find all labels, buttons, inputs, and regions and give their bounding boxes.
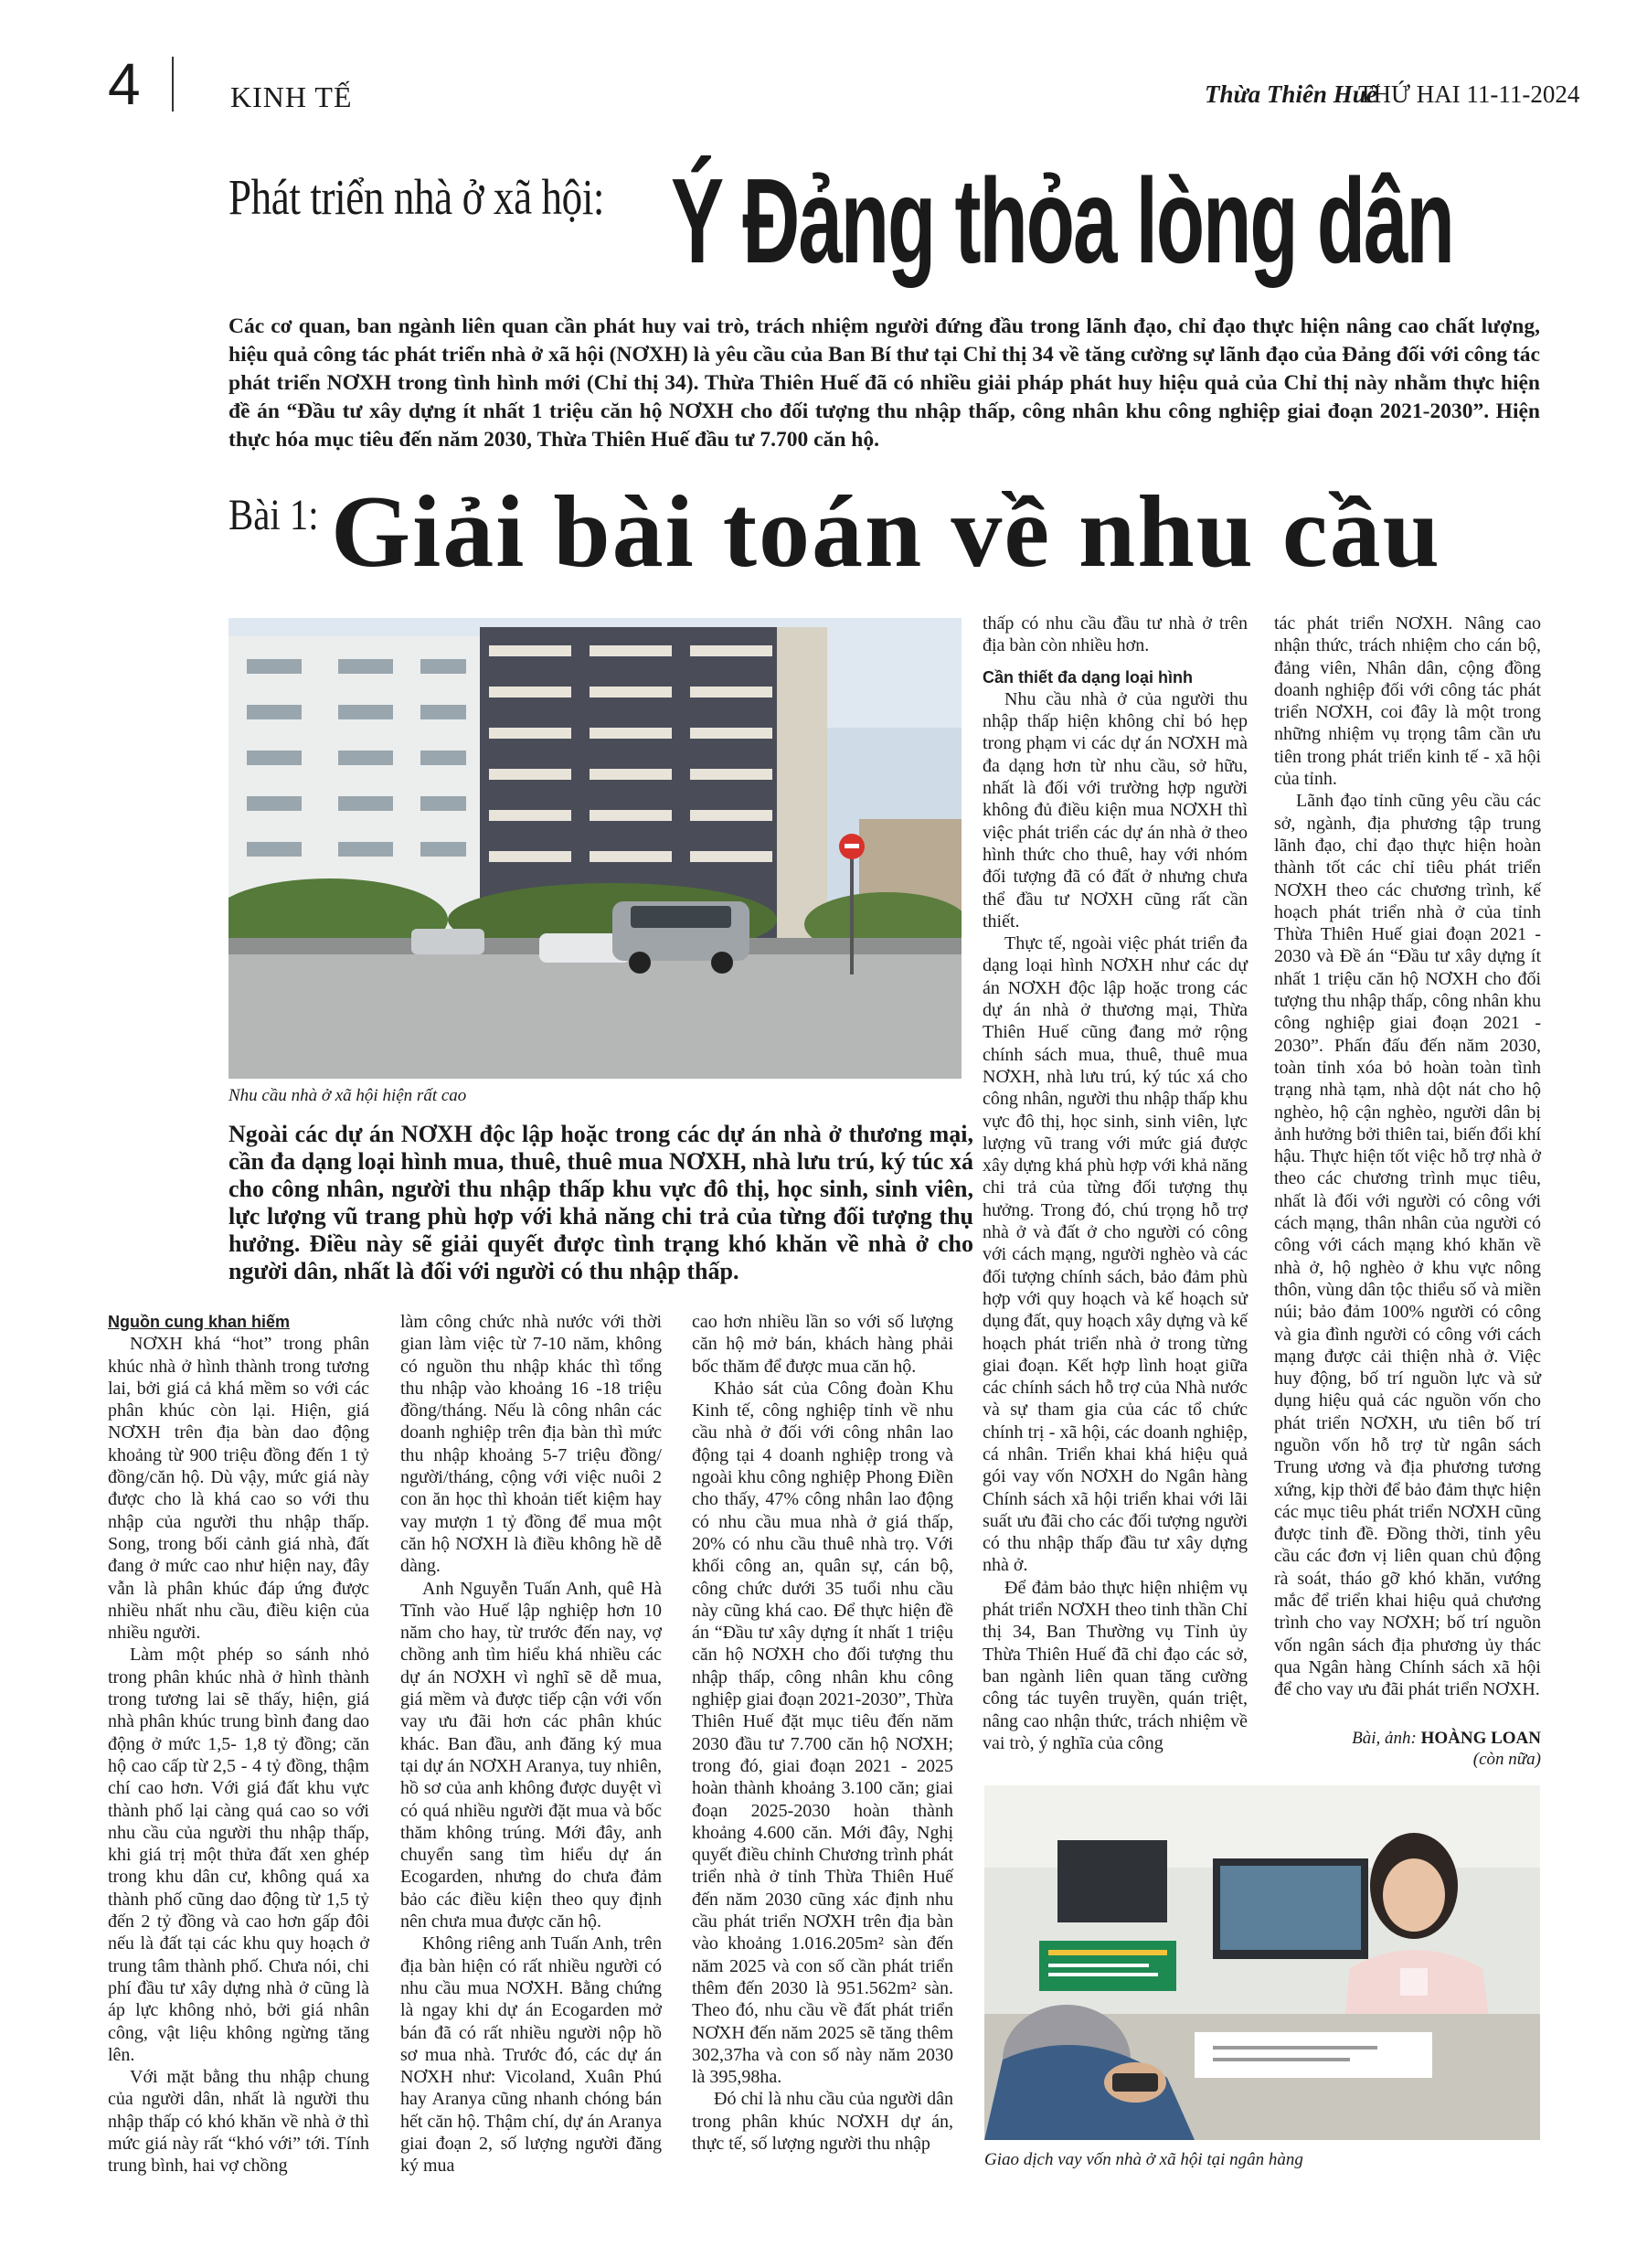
paragraph: Đó chỉ là nhu cầu của người dân trong phân khúc NƠXH dự án, thực tế, số lượng người thu nhập: [692, 2089, 953, 2154]
bank-photo: [984, 1785, 1540, 2140]
continued-note: (còn nữa): [1472, 1750, 1541, 1769]
article-lead: Các cơ quan, ban ngành liên quan cần phát huy vai trò, trách nhiệm người đứng đầu trong lãnh đạo, chỉ đạo thực hiện nâng cao chất lượng, hiệu quả công tác phát triển nhà ở xã hội (NƠXH) là yêu cầu của Ban Bí thư tại Chỉ thị 34 về tăng cường sự lãnh đạo của Đảng đối với công tác phát triển NƠXH trong tình hình mới (Chỉ thị 34). Thừa Thiên Huế đã có nhiều giải pháp phát huy hiệu quả của Chỉ thị này nhằm thực hiện đề án “Đầu tư xây dựng ít nhất 1 triệu căn hộ NƠXH cho đối tượng thu nhập thấp, công nhân khu công nghiệp giai đoạn 2021-2030”. Hiện thực hóa mục tiêu đến năm 2030, Thừa Thiên Huế đầu tư 7.700 căn hộ.: [228, 314, 1540, 452]
page-number: 4: [108, 51, 141, 117]
column-3: [692, 1311, 953, 2155]
column-4: [983, 612, 1248, 1754]
paragraph: Khảo sát của Công đoàn Khu Kinh tế, công nghiệp tỉnh về nhu cầu nhà ở đối với công nhân lao động tại 4 doanh nghiệp trong và ngoài khu công nghiệp Phong Điền cho thấy, 47% công nhân lao động có nhu cầu mua nhà ở giá thấp, 20% có nhu cầu thuê nhà trọ. Với khối công an, quân sự, cán bộ, công chức dưới 35 tuổi nhu cầu này cũng khá cao. Để thực hiện đề án “Đầu tư xây dựng ít nhất 1 triệu căn hộ NƠXH cho đối tượng thu nhập thấp, công nhân khu công nghiệp giai đoạn 2021-2030”, Thừa Thiên Huế đặt mục tiêu đến năm 2030 đầu tư 7.700 căn hộ NƠXH; trong đó, giai đoạn 2021 - 2025 hoàn thành khoảng 3.100 căn; giai đoạn 2025-2030 hoàn thành khoảng 4.600 căn. Mới đây, Nghị quyết điều chỉnh Chương trình phát triển nhà ở tỉnh Thừa Thiên Huế đến năm 2030 cũng xác định nhu cầu phát triển NƠXH trên địa bàn vào khoảng 1.016.205m² sàn đến năm 2025 và con số cần phát triển thêm đến 2030 là 951.562m² sàn. Theo đó, nhu cầu về đất phát triển NƠXH đến năm 2025 sẽ tăng thêm 302,37ha và con số này năm 2030 là 395,98ha.: [692, 1378, 953, 2088]
apartment-photo: [228, 618, 962, 1079]
paragraph: Anh Nguyễn Tuấn Anh, quê Hà Tĩnh vào Huế lập nghiệp hơn 10 năm cho hay, từ trước đến nay, vợ chồng anh tìm hiểu khá nhiều các dự án NƠXH vì nghĩ sẽ dễ mua, giá mềm và được tiếp cận với vốn vay ưu đãi hơn các phân khúc khác. Ban đầu, anh đăng ký mua tại dự án NƠXH Aranya, tuy nhiên, hồ sơ của anh không được duyệt vì có quá nhiều người đặt mua và bốc thăm không trúng. Mới đây, anh chuyển sang tìm hiểu dự án Ecogarden, nhưng do chưa đảm bảo các điều kiện theo quy định nên chưa mua được căn hộ.: [400, 1578, 662, 1933]
paragraph: thấp có nhu cầu đầu tư nhà ở trên địa bàn còn nhiều hơn.: [983, 613, 1248, 656]
section-name: KINH TẾ: [230, 80, 353, 113]
paragraph: Làm một phép so sánh nhỏ trong phân khúc nhà ở hình thành trong tương lai sẽ thấy, hiện, giá nhà phân khúc trung bình đang dao động ở mức 1,5- 1,8 tỷ đồng; căn hộ cao cấp từ 2,5 - 4 tỷ đồng, thậm chí cao hơn. Với giá đất khu vực thành phố lại càng quá cao so với nhu cầu của người thu nhập thấp, khi giá trị một thửa đất xen ghép trong khu dân cư, không quá xa thành phố cũng dao động từ 1,5 tỷ đến 2 tỷ đồng và cao hơn gấp đôi nếu là đất tại các khu quy hoạch ở trung tâm thành phố. Chưa nói, chi phí đầu tư xây dựng nhà ở cũng là áp lực không nhỏ, bởi giá nhân công, vật liệu không ngừng tăng lên.: [108, 1645, 369, 2065]
photo1-caption: Nhu cầu nhà ở xã hội hiện rất cao: [228, 1086, 467, 1105]
header-divider: [172, 57, 174, 112]
column-1: [108, 1311, 369, 2177]
paragraph: làm công chức nhà nước với thời gian làm việc từ 7-10 năm, không có nguồn thu nhập khác thì tổng thu nhập vào khoảng 16 -18 triệu đồng/tháng. Nếu là công nhân các doanh nghiệp trên địa bàn thì mức thu nhập khoảng 5-7 triệu đồng/ người/tháng, cộng với việc nuôi 2 con ăn học thì khoản tiết kiệm hay vay mượn 1 tỷ đồng để mua một căn hộ NƠXH là điều không hề dễ dàng.: [400, 1312, 662, 1577]
article-summary: Ngoài các dự án NƠXH độc lập hoặc trong các dự án nhà ở thương mại, cần đa dạng loại hình mua, thuê, thuê mua NƠXH, nhà lưu trú, ký túc xá cho công nhân, người thu nhập thấp khu vực đô thị, học sinh, sinh viên, lực lượng vũ trang phù hợp với khả năng chi trả của từng đối tượng thụ hưởng. Điều này sẽ giải quyết được tình trạng khó khăn về nhà ở cho người dân, nhất là đối với người có thu nhập thấp.: [228, 1121, 973, 1284]
part-label: Bài 1:: [228, 491, 319, 539]
paragraph: tác phát triển NƠXH. Nâng cao nhận thức, trách nhiệm cho cán bộ, đảng viên, Nhân dân, cộng đồng doanh nghiệp đối với công tác phát triển NƠXH, coi đây là một trong những nhiệm vụ trọng tâm cần ưu tiên trong phát triển kinh tế - xã hội của tỉnh.: [1274, 613, 1541, 790]
paragraph: Thực tế, ngoài việc phát triển đa dạng loại hình NƠXH như các dự án NƠXH độc lập hoặc trong các dự án nhà ở thương mại, Thừa Thiên Huế cũng đang mở rộng chính sách mua, thuê, thuê mua NƠXH, nhà lưu trú, ký túc xá cho công nhân, người thu nhập thấp khu vực đô thị, học sinh, sinh viên, lực lượng vũ trang với mức giá được xây dựng khá phù hợp với khả năng chi trả của từng đối tượng thụ hưởng. Trong đó, chú trọng hỗ trợ nhà ở và đất ở cho người có công với cách mạng, người nghèo và các đối tượng chính sách, bảo đảm phù hợp với quy hoạch và kế hoạch sử dụng đất, quy hoạch xây dựng và kế hoạch phát triển nhà ở trong từng giai đoạn. Kết hợp lình hoạt giữa các chính sách hỗ trợ của Nhà nước và sự tham gia của các tổ chức chính trị - xã hội, các doanh nghiệp, cá nhân. Triển khai khá hiệu quả gói vay vốn NƠXH do Ngân hàng Chính sách xã hội triển khai với lãi suất ưu đãi cho các đối tượng người có thu nhập thấp đầu tư xây dựng nhà ở.: [983, 933, 1248, 1576]
paragraph: NƠXH khá “hot” trong phân khúc nhà ở hình thành trong tương lai, bởi giá cả khá mềm so với các phân khúc còn lại. Hiện, giá NƠXH trên địa bàn dao động khoảng từ 900 triệu đồng đến 1 tỷ đồng/căn hộ. Dù vậy, mức giá này được cho là khá cao so với thu nhập của người thu nhập thấp. Song, trong bối cảnh giá nhà, đất đang ở mức cao như hiện nay, đây vẫn là phân khúc đáp ứng được nhiều nhất nhu cầu, điều kiện của nhiều người.: [108, 1334, 369, 1644]
author-name: HOÀNG LOAN: [1420, 1729, 1541, 1748]
paragraph: Nhu cầu nhà ở của người thu nhập thấp hiện không chỉ bó hẹp trong phạm vi các dự án NƠXH mà đa dạng hơn từ nhu cầu, sở hữu, nhất là đối với trường hợp người không đủ điều kiện mua NƠXH thì việc phát triển các dự án nhà ở theo hình thức cho thuê, hay với nhóm đối tượng đã có đất ở nhưng chưa thể đầu tư NƠXH cũng rất cần thiết.: [983, 688, 1248, 932]
byline: [1307, 1728, 1541, 1770]
paragraph: cao hơn nhiều lần so với số lượng căn hộ mở bán, khách hàng phải bốc thăm để được mua căn hộ.: [692, 1312, 953, 1377]
column-5: [1274, 612, 1541, 1701]
article-kicker: Phát triển nhà ở xã hội:: [228, 169, 605, 225]
publication-name: Thừa Thiên Huế: [1205, 80, 1377, 108]
article-title: Ý Đảng thỏa lòng dân: [671, 154, 1453, 288]
part-title: Giải bài toán về nhu cầu: [331, 475, 1441, 589]
photo2-caption: Giao dịch vay vốn nhà ở xã hội tại ngân hàng: [984, 2150, 1303, 2169]
subheading-supply: Nguồn cung khan hiếm: [108, 1313, 291, 1331]
paragraph: Để đảm bảo thực hiện nhiệm vụ phát triển NƠXH theo tinh thần Chỉ thị 34, Ban Thường vụ Tỉnh ủy Thừa Thiên Huế đã chỉ đạo các sở, ban ngành liên quan tăng cường công tác tuyên truyền, quán triệt, nâng cao nhận thức, trách nhiệm về vai trò, ý nghĩa của công: [983, 1577, 1248, 1753]
issue-date: THỨ HAI 11-11-2024: [1358, 80, 1580, 108]
paragraph: Lãnh đạo tỉnh cũng yêu cầu các sở, ngành, địa phương tập trung lãnh đạo, chỉ đạo thực hiện hoàn thành tốt các chỉ tiêu phát triển NƠXH theo các chương trình, kế hoạch phát triển nhà ở của tỉnh Thừa Thiên Huế giai đoạn 2021 - 2030 và Đề án “Đầu tư xây dựng ít nhất 1 triệu căn hộ NƠXH cho đối tượng thu nhập thấp, công nhân khu công nghiệp giai đoạn 2021 - 2030”. Phấn đấu đến năm 2030, toàn tỉnh xóa bỏ hoàn toàn tình trạng nhà tạm, nhà dột nát cho hộ nghèo, hộ cận nghèo, người dân bị ảnh hưởng bởi thiên tai, biến đổi khí hậu. Thực hiện tốt việc hỗ trợ nhà ở theo các chương trình mục tiêu, nhất là đối với người có công với cách mạng, thân nhân của người có công với cách mạng khó khăn về nhà ở, hộ nghèo ở khu vực nông thôn, vùng dân tộc thiểu số và miền núi; bảo đảm 100% người có công và gia đình người có công với cách mạng được cải thiện nhà ở. Việc huy động, bố trí nguồn lực và sử dụng hiệu quả các nguồn vốn cho phát triển NƠXH, ưu tiên bố trí nguồn vốn hỗ trợ từ ngân sách Trung ương và địa phương tương xứng, kịp thời để bảo đảm thực hiện các mục tiêu phát triển NƠXH cũng được tỉnh đề. Đồng thời, tỉnh yêu cầu các đơn vị liên quan chủ động rà soát, tháo gỡ khó khăn, vướng mắc để triển khai hiệu quả chương trình cho vay NƠXH; bố trí nguồn vốn ngân sách địa phương ủy thác qua Ngân hàng Chính sách xã hội để cho vay ưu đãi phát triển NƠXH.: [1274, 791, 1541, 1700]
paragraph: Không riêng anh Tuấn Anh, trên địa bàn hiện có rất nhiều người có nhu cầu mua NƠXH. Bằng chứng là ngay khi dự án Ecogarden mở bán đã có rất nhiều người nộp hồ sơ mua nhà. Trước đó, các dự án NƠXH như: Vicoland, Xuân Phú hay Aranya cũng nhanh chóng bán hết căn hộ. Thậm chí, dự án Aranya giai đoạn 2, số lượng người đăng ký mua: [400, 1933, 662, 2177]
column-2: [400, 1311, 662, 2177]
paragraph: Với mặt bằng thu nhập chung của người dân, nhất là người thu nhập thấp có khó khăn về nhà ở thì mức giá này rất “khó với” tới. Tính trung bình, hai vợ chồng: [108, 2067, 369, 2177]
subheading-diversify: Cần thiết đa dạng loại hình: [983, 667, 1194, 687]
byline-prefix: Bài, ảnh:: [1352, 1729, 1421, 1748]
